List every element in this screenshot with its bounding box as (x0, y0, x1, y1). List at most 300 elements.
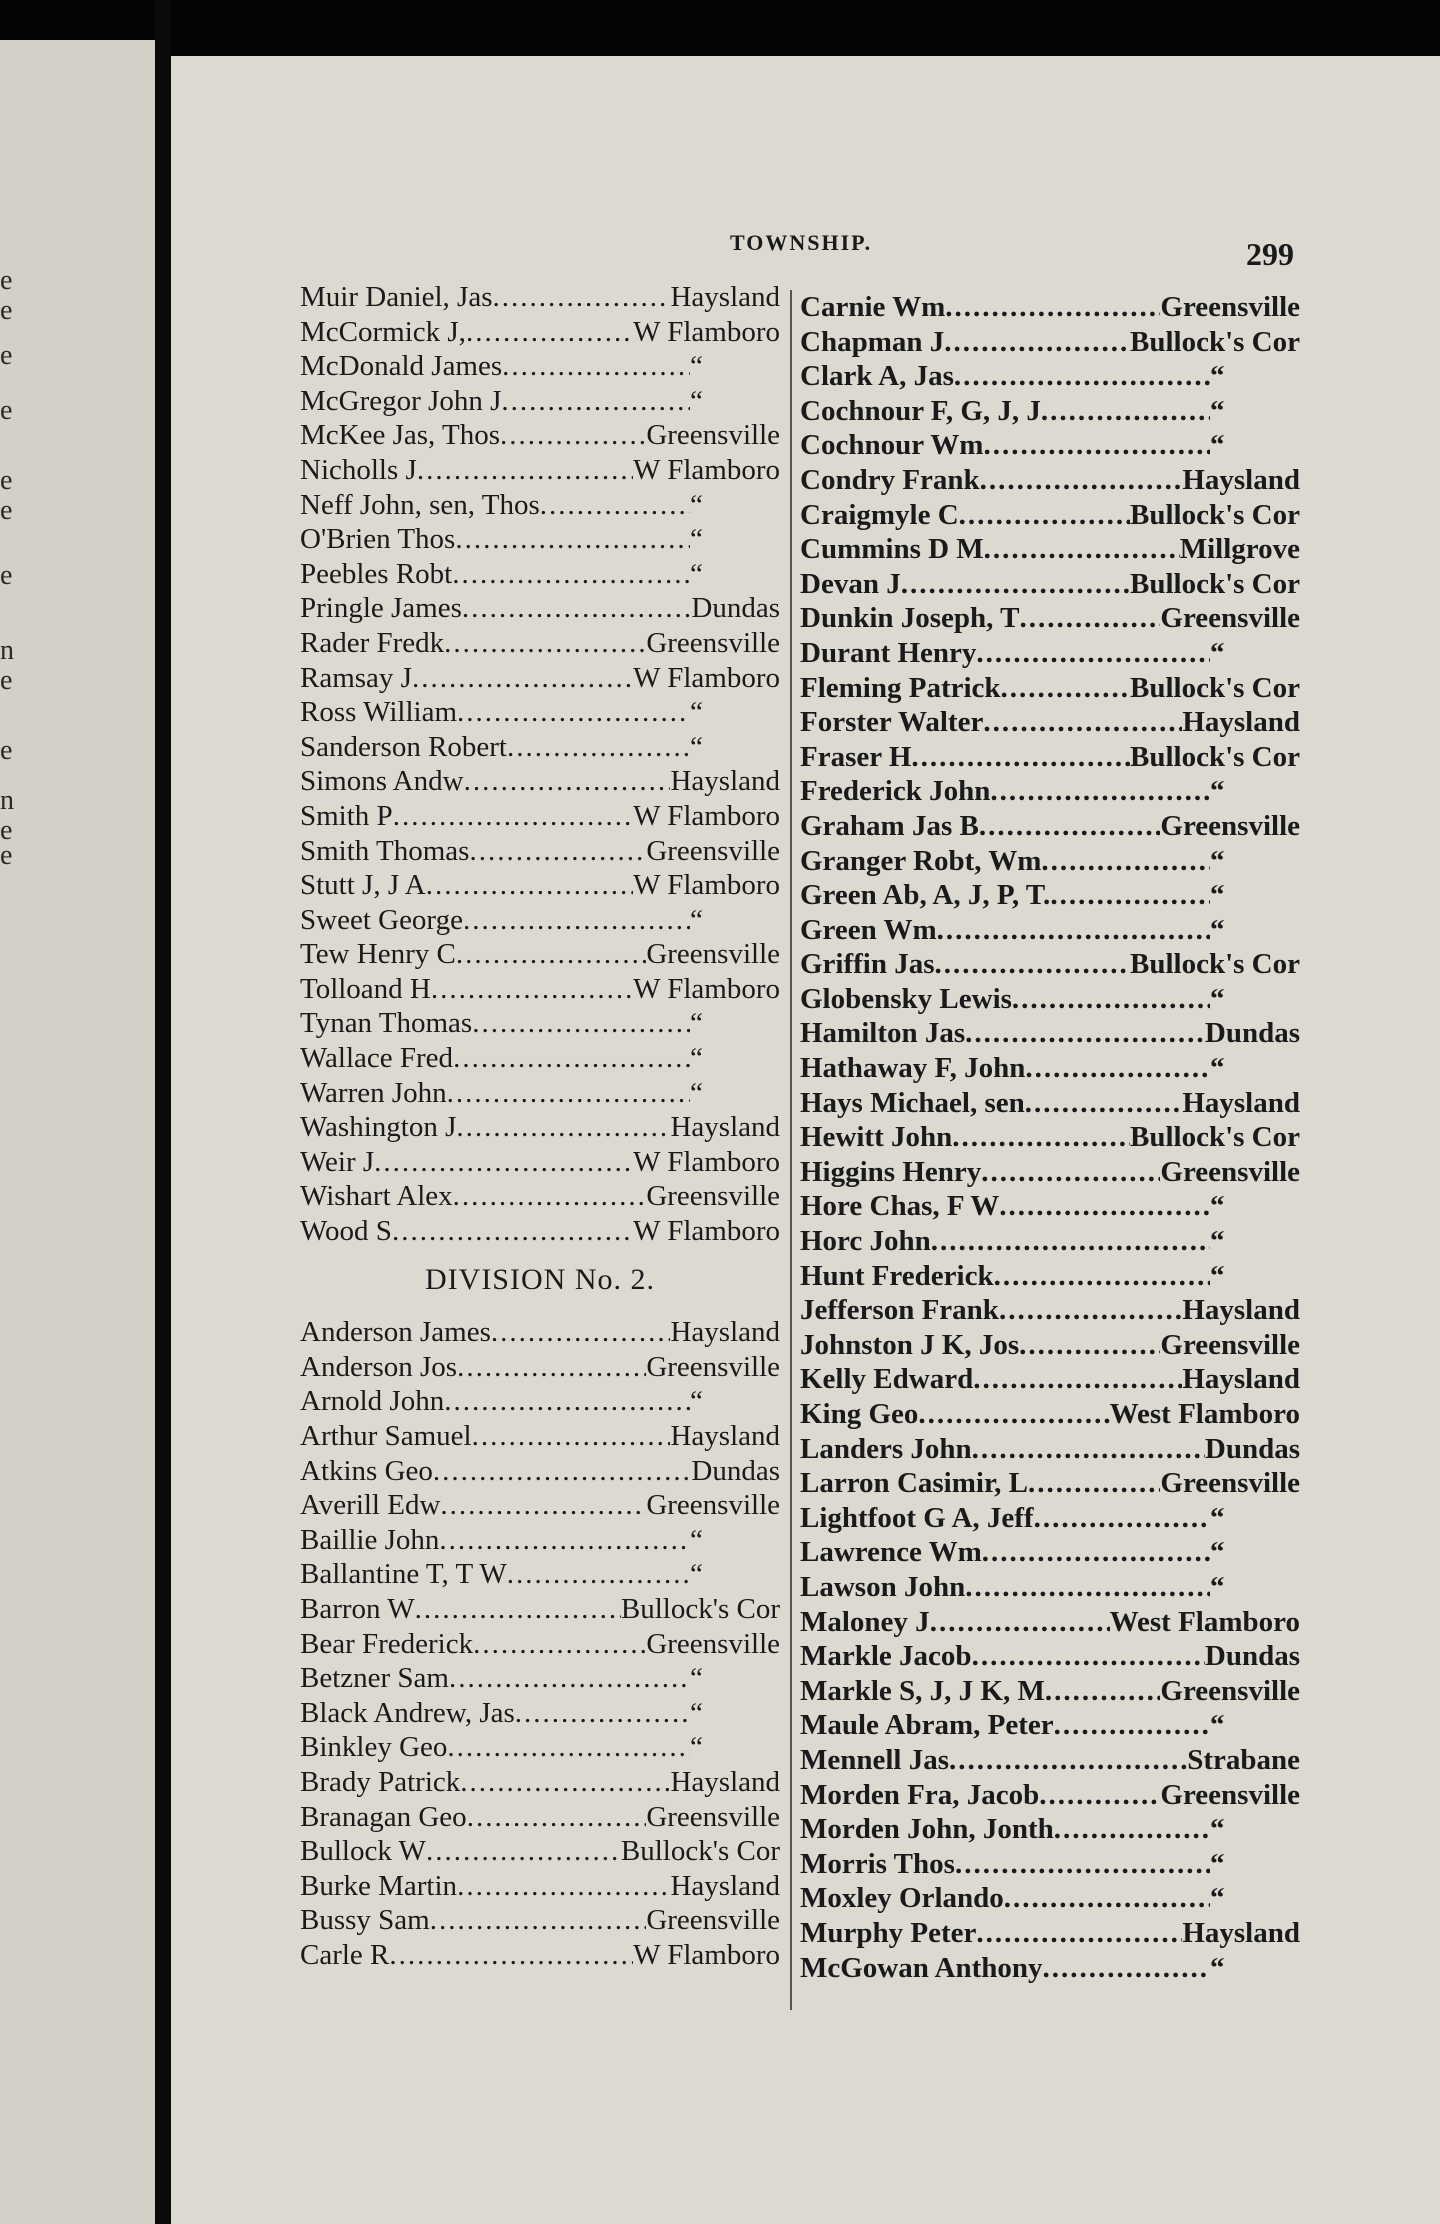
directory-entry (800, 947, 1300, 982)
directory-entry (800, 1570, 1300, 1605)
entry-name: Tew Henry C (300, 938, 456, 971)
directory-entry (800, 1605, 1300, 1640)
leader-dots (944, 325, 1130, 360)
entry-place: “ (1210, 982, 1225, 1015)
column-divider (790, 290, 792, 2010)
leader-dots (444, 1384, 690, 1419)
entry-place: “ (1210, 1570, 1225, 1603)
entry-place: Bullock's Cor (620, 1835, 780, 1868)
margin-letter: n (0, 785, 14, 816)
entry-place: “ (690, 730, 703, 763)
leader-dots (1041, 844, 1210, 879)
leader-dots (389, 1938, 633, 1973)
entry-place: Haysland (670, 1869, 780, 1902)
leader-dots (973, 1362, 1182, 1397)
directory-entry (300, 453, 780, 488)
directory-entry (300, 1730, 780, 1765)
directory-entry (300, 1384, 780, 1419)
directory-entry (300, 1938, 780, 1973)
directory-entry (300, 488, 780, 523)
directory-entry (800, 1328, 1300, 1363)
entry-place: Greensville (1160, 809, 1300, 842)
leader-dots (918, 1397, 1109, 1432)
leader-dots (456, 1110, 670, 1145)
leader-dots (1004, 1881, 1210, 1916)
entry-place: Dundas (691, 1454, 780, 1487)
directory-entry (800, 1120, 1300, 1155)
entry-place: Greensville (1160, 291, 1300, 323)
entry-name: McCormick J, (300, 315, 466, 348)
entry-place: Haysland (670, 1765, 780, 1798)
entry-name: O'Brien Thos (300, 523, 456, 556)
entry-place: “ (690, 1558, 703, 1591)
directory-entry (800, 1674, 1300, 1709)
directory-entry (800, 1708, 1300, 1743)
leader-dots (1050, 878, 1210, 913)
entry-place: Greensville (646, 1627, 780, 1660)
directory-entry (300, 972, 780, 1007)
leader-dots (453, 1179, 647, 1214)
directory-entry (300, 937, 780, 972)
directory-entry (300, 1110, 780, 1145)
entry-name: Cochnour F, G, J, J (800, 394, 1041, 427)
entry-name: Forster Walter (800, 706, 984, 739)
leader-dots (1043, 1951, 1210, 1986)
directory-entry (300, 1076, 780, 1111)
directory-entry (300, 1523, 780, 1558)
entry-place: W Flamboro (633, 661, 780, 694)
directory-entry (300, 1557, 780, 1592)
entry-name: Wishart Alex (300, 1180, 453, 1213)
entry-name: Bussy Sam (300, 1904, 430, 1937)
directory-entry (300, 1179, 780, 1214)
directory-entry (300, 1419, 780, 1454)
leader-dots (1054, 1708, 1210, 1743)
leader-dots (430, 1903, 647, 1938)
entry-name: King Geo (800, 1398, 919, 1430)
entry-place: “ (1210, 1847, 1225, 1880)
entry-place: Greensville (646, 1904, 780, 1937)
leader-dots (931, 1224, 1210, 1259)
leader-dots (393, 799, 633, 834)
leader-dots (1041, 394, 1210, 429)
entry-name: Rader Fredk (300, 626, 445, 659)
entry-place: Greensville (646, 938, 780, 971)
entry-place: Haysland (1182, 1916, 1300, 1949)
directory-entry (800, 463, 1300, 498)
directory-entry (300, 1800, 780, 1835)
leader-dots (417, 453, 633, 488)
directory-entry (300, 1627, 780, 1662)
entry-place: West Flamboro (1109, 1605, 1300, 1638)
entry-name: Murphy Peter (800, 1916, 977, 1949)
leader-dots (982, 1535, 1210, 1570)
leader-dots (959, 498, 1130, 533)
entry-name: Simons Andw (300, 765, 464, 798)
entry-place: “ (1210, 1709, 1225, 1742)
entry-name: Arnold John (300, 1385, 445, 1418)
leader-dots (472, 1419, 671, 1454)
directory-entry (300, 1454, 780, 1489)
entry-place: “ (1210, 1882, 1225, 1915)
directory-entry (800, 394, 1300, 429)
entry-place: “ (690, 1523, 703, 1556)
leader-dots (980, 463, 1183, 498)
leader-dots (1025, 1051, 1210, 1086)
directory-entry (800, 1155, 1300, 1190)
directory-entry (300, 591, 780, 626)
directory-entry (800, 601, 1300, 636)
directory-entry (800, 498, 1300, 533)
leader-dots (440, 1488, 646, 1523)
entry-place: Dundas (1204, 1432, 1300, 1465)
entry-place: “ (690, 1662, 703, 1695)
entry-place: “ (1210, 1501, 1225, 1534)
entry-place: “ (1210, 1225, 1225, 1258)
entry-place: “ (690, 1731, 703, 1764)
entry-name: Binkley Geo (300, 1731, 448, 1764)
entry-place: “ (690, 488, 703, 521)
entry-name: Washington J (300, 1111, 457, 1144)
division-2-list (300, 1315, 780, 1972)
leader-dots (493, 280, 671, 315)
entry-place: “ (1210, 360, 1225, 393)
entry-name: Cummins D M (800, 533, 984, 566)
entry-place: Haysland (670, 1316, 780, 1349)
entry-name: Muir Daniel, Jas (300, 281, 493, 313)
entry-place: W Flamboro (633, 869, 780, 902)
entry-name: Smith P (300, 799, 393, 832)
entry-name: Landers John (800, 1432, 972, 1465)
leader-dots (467, 1800, 647, 1835)
directory-entry (300, 1350, 780, 1385)
leader-dots (945, 290, 1160, 325)
leader-dots (1019, 1328, 1160, 1363)
entry-name: Ballantine T, T W (300, 1558, 507, 1591)
directory-entry (300, 418, 780, 453)
directory-entry (800, 671, 1300, 706)
directory-entry (800, 1847, 1300, 1882)
entry-name: Lightfoot G A, Jeff (800, 1501, 1034, 1534)
entry-name: McKee Jas, Thos (300, 419, 501, 452)
entry-name: Johnston J K, Jos (800, 1328, 1020, 1361)
entry-place: W Flamboro (633, 315, 780, 348)
entry-place: Haysland (670, 1111, 780, 1144)
entry-place: Greensville (646, 1350, 780, 1383)
entry-place: “ (1210, 1190, 1225, 1223)
leader-dots (449, 1661, 690, 1696)
directory-entry (300, 661, 780, 696)
entry-place: “ (1210, 879, 1225, 912)
leader-dots (1025, 1086, 1183, 1121)
page-number: 299 (1246, 236, 1294, 272)
margin-letter: e (0, 840, 13, 871)
entry-place: “ (690, 523, 703, 556)
entry-name: Craigmyle C (800, 498, 959, 531)
entry-place: Greensville (1160, 1674, 1300, 1707)
directory-entry (300, 799, 780, 834)
entry-place: Bullock's Cor (1130, 671, 1300, 704)
entry-name: Fraser H (800, 740, 912, 773)
margin-letter: e (0, 265, 13, 296)
entry-place: “ (690, 1007, 703, 1040)
directory-entry (300, 1214, 780, 1249)
entry-place: W Flamboro (633, 1938, 780, 1971)
entry-name: Maloney J (800, 1605, 930, 1638)
leader-dots (983, 428, 1210, 463)
directory-entry (300, 349, 780, 384)
entry-place: Dundas (691, 592, 780, 625)
directory-entry (800, 1501, 1300, 1536)
entry-place: “ (690, 903, 703, 936)
division-1-list (300, 280, 780, 1249)
entry-name: Durant Henry (800, 636, 977, 669)
directory-entry (800, 290, 1300, 325)
directory-entry (800, 428, 1300, 463)
leader-dots (911, 740, 1130, 775)
entry-name: Bullock W (300, 1835, 426, 1868)
entry-name: Anderson James (300, 1316, 491, 1349)
entry-place: Bullock's Cor (1130, 740, 1300, 773)
entry-name: Bear Frederick (300, 1627, 474, 1660)
entry-place: Greensville (646, 1489, 780, 1522)
leader-dots (954, 359, 1210, 394)
entry-name: Globensky Lewis (800, 982, 1012, 1015)
leader-dots (1039, 1778, 1160, 1813)
directory-entry (800, 740, 1300, 775)
leader-dots (447, 1076, 690, 1111)
leader-dots (994, 1259, 1210, 1294)
entry-place: Strabane (1187, 1743, 1300, 1776)
leader-dots (952, 1120, 1130, 1155)
entry-place: Bullock's Cor (620, 1592, 780, 1625)
entry-name: Moxley Orlando (800, 1882, 1004, 1915)
entry-name: Weir J (300, 1145, 375, 1178)
directory-entry (300, 1696, 780, 1731)
entry-name: Baillie John (300, 1523, 440, 1556)
leader-dots (374, 1145, 633, 1180)
entry-place: Haysland (1182, 463, 1300, 496)
directory-entry (800, 982, 1300, 1017)
leader-dots (462, 591, 691, 626)
directory-entry (800, 1259, 1300, 1294)
entry-name: Cochnour Wm (800, 429, 984, 462)
entry-name: Chapman J (800, 325, 945, 358)
directory-entry (800, 844, 1300, 879)
directory-entry (800, 1639, 1300, 1674)
leader-dots (457, 1869, 670, 1904)
entry-place: Bullock's Cor (1130, 948, 1300, 981)
margin-letter: e (0, 295, 13, 326)
margin-letter: n (0, 635, 14, 666)
leader-dots (1012, 982, 1210, 1017)
directory-entry (300, 730, 780, 765)
margin-letter: e (0, 815, 13, 846)
directory-entry (300, 834, 780, 869)
directory-entry (300, 903, 780, 938)
leader-dots (469, 834, 646, 869)
directory-entry (800, 1362, 1300, 1397)
leader-dots (392, 1214, 633, 1249)
leader-dots (955, 1847, 1210, 1882)
entry-name: Markle S, J, J K, M (800, 1674, 1045, 1707)
directory-entry (300, 1145, 780, 1180)
leader-dots (935, 947, 1130, 982)
entry-place: West Flamboro (1109, 1398, 1300, 1430)
entry-place: W Flamboro (633, 972, 780, 1005)
entry-name: Jefferson Frank (800, 1294, 999, 1327)
directory-entry (800, 1086, 1300, 1121)
entry-name: McGowan Anthony (800, 1951, 1043, 1984)
entry-name: McGregor John J (300, 384, 502, 417)
top-shadow (171, 0, 1440, 56)
entry-name: Griffin Jas (800, 948, 935, 981)
directory-entry (800, 913, 1300, 948)
entry-place: “ (690, 350, 703, 383)
entry-place: “ (690, 1042, 703, 1075)
leader-dots (1054, 1812, 1210, 1847)
entry-place: Dundas (1204, 1017, 1300, 1050)
entry-name: Graham Jas B (800, 809, 979, 842)
directory-entry (800, 1881, 1300, 1916)
entry-name: Mennell Jas (800, 1743, 950, 1776)
entry-name: Branagan Geo (300, 1800, 467, 1833)
leader-dots (466, 315, 633, 350)
entry-name: Barron W (300, 1592, 415, 1625)
leader-dots (1045, 1674, 1161, 1709)
leader-dots (972, 1639, 1205, 1674)
directory-entry (300, 1006, 780, 1041)
entry-name: Granger Robt, Wm (800, 844, 1042, 877)
leader-dots (453, 1041, 690, 1076)
leader-dots (540, 488, 690, 523)
leader-dots (426, 1834, 621, 1869)
entry-name: Averill Edw (300, 1489, 441, 1522)
leader-dots (501, 384, 690, 419)
leader-dots (507, 730, 690, 765)
entry-name: Neff John, sen, Thos (300, 488, 540, 521)
directory-entry (300, 557, 780, 592)
directory-entry (800, 1051, 1300, 1086)
leader-dots (901, 567, 1130, 602)
entry-place: “ (690, 1385, 703, 1418)
leader-dots (972, 1432, 1205, 1467)
entry-place: Bullock's Cor (1130, 498, 1300, 531)
directory-entry (300, 1834, 780, 1869)
entry-name: Burke Martin (300, 1869, 458, 1902)
entry-name: Carle R (300, 1938, 390, 1971)
entry-name: Green Ab, A, J, P, T. (800, 879, 1051, 912)
entry-place: “ (1210, 913, 1225, 946)
entry-name: Ross William (300, 696, 458, 729)
leader-dots (431, 972, 633, 1007)
leader-dots (412, 661, 633, 696)
directory-entry (800, 1224, 1300, 1259)
entry-name: Hore Chas, F W (800, 1190, 1000, 1223)
leader-dots (472, 1006, 690, 1041)
directory-entry (300, 695, 780, 730)
left-column (300, 280, 780, 1973)
directory-entry (800, 636, 1300, 671)
entry-name: Kelly Edward (800, 1363, 974, 1396)
entry-place: “ (690, 557, 703, 590)
entry-name: Hays Michael, sen (800, 1086, 1025, 1119)
entry-place: “ (1210, 1536, 1225, 1569)
directory-entry (300, 1041, 780, 1076)
entry-name: Morris Thos (800, 1847, 955, 1880)
right-column (800, 290, 1300, 1985)
leader-dots (983, 705, 1182, 740)
entry-place: W Flamboro (633, 453, 780, 486)
entry-place: “ (690, 696, 703, 729)
directory-entry (800, 1951, 1300, 1986)
entry-place: W Flamboro (633, 799, 780, 832)
leader-dots (444, 626, 646, 661)
entry-name: Lawrence Wm (800, 1536, 982, 1569)
directory-entry (300, 522, 780, 557)
directory-entry (800, 325, 1300, 360)
leader-dots (415, 1592, 621, 1627)
entry-place: Haysland (670, 765, 780, 798)
directory-entry (800, 774, 1300, 809)
margin-letter: e (0, 395, 13, 426)
entry-name: Betzner Sam (300, 1662, 449, 1695)
leader-dots (999, 1189, 1210, 1224)
entry-place: Bullock's Cor (1130, 325, 1300, 358)
entry-name: Devan J (800, 567, 901, 600)
entry-place: W Flamboro (633, 1215, 780, 1248)
entry-name: Maule Abram, Peter (800, 1709, 1054, 1742)
entry-name: McDonald James (300, 350, 503, 383)
entry-name: Hamilton Jas (800, 1017, 966, 1050)
leader-dots (507, 1557, 690, 1592)
directory-entry (300, 280, 780, 315)
entry-place: “ (1210, 844, 1225, 877)
entry-place: “ (1210, 775, 1225, 808)
leader-dots (426, 868, 633, 903)
entry-name: Morden John, Jonth (800, 1813, 1054, 1846)
entry-name: Markle Jacob (800, 1640, 972, 1673)
entry-place: Dundas (1204, 1640, 1300, 1673)
entry-name: Sanderson Robert (300, 730, 507, 763)
leader-dots (447, 1730, 690, 1765)
entry-name: Morden Fra, Jacob (800, 1778, 1040, 1811)
margin-letter: e (0, 495, 13, 526)
entry-name: Wallace Fred (300, 1042, 454, 1075)
entry-name: Carnie Wm (800, 291, 946, 323)
leader-dots (464, 764, 671, 799)
entry-place: Greensville (1160, 1155, 1300, 1188)
leader-dots (930, 1605, 1110, 1640)
entry-place: Greensville (646, 834, 780, 867)
entry-name: Black Andrew, Jas (300, 1696, 515, 1729)
margin-letter: e (0, 735, 13, 766)
margin-letter: e (0, 665, 13, 696)
directory-entry (300, 1661, 780, 1696)
leader-dots (976, 636, 1210, 671)
directory-entry (800, 1466, 1300, 1501)
entry-place: Haysland (1182, 1086, 1300, 1119)
entry-name: Higgins Henry (800, 1155, 982, 1188)
directory-entry (800, 878, 1300, 913)
entry-name: Tolloand H (300, 972, 431, 1005)
entry-name: Sweet George (300, 903, 463, 936)
directory-entry (800, 1778, 1300, 1813)
directory-entry (800, 532, 1300, 567)
margin-letter: e (0, 465, 13, 496)
entry-place: “ (1210, 1052, 1225, 1085)
leader-dots (984, 532, 1180, 567)
